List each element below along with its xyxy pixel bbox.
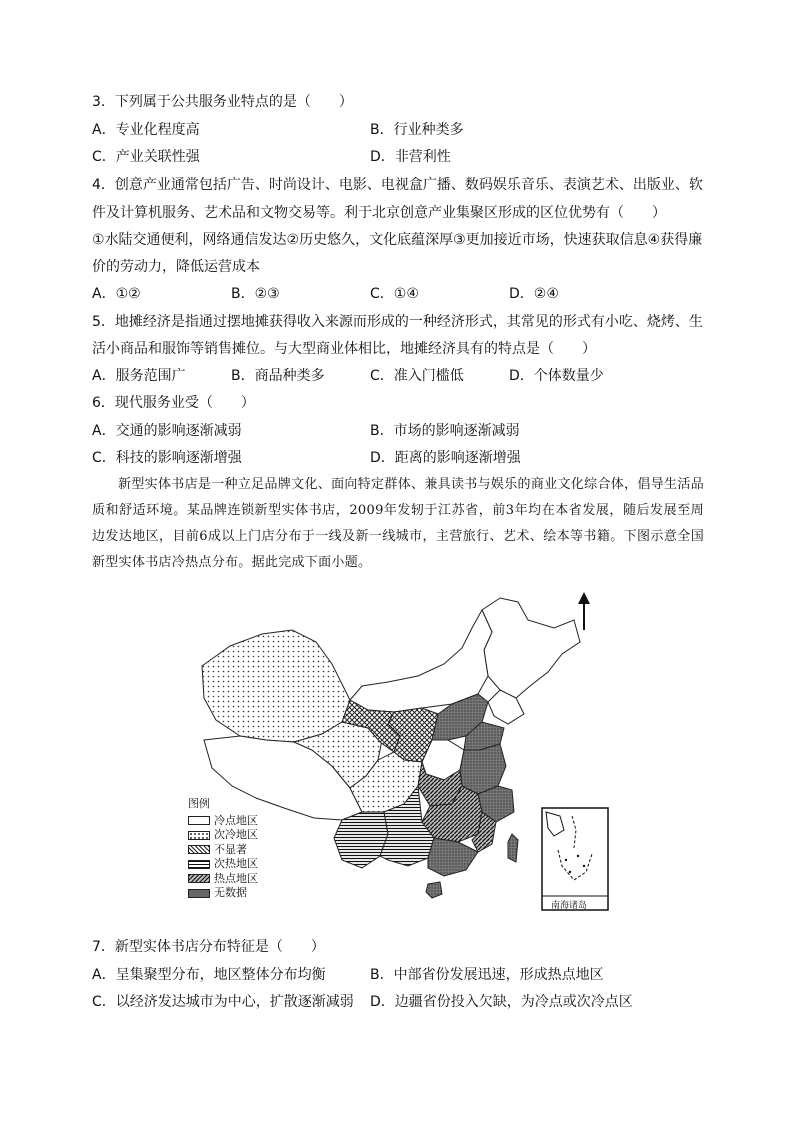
legend-label: 无数据 [214, 886, 247, 899]
q4-option-a: A．①② [92, 286, 141, 302]
q6-option-d: D．距离的影响逐渐增强 [370, 450, 521, 466]
q4-stem-line1: 4．创意产业通常包括广告、时尚设计、电影、电视盒广播、数码娱乐音乐、表演艺术、出版业、软 [92, 177, 703, 193]
legend-swatch [188, 845, 210, 854]
legend-label: 热点地区 [214, 871, 258, 885]
q4-stem-line3: ①水陆交通便利，网络通信发达②历史悠久，文化底蕴深厚③更加接近市场，快速获取信息④获得廉 [92, 232, 703, 248]
legend-item-hot [188, 872, 258, 887]
reading-passage [92, 472, 704, 576]
region-yunnan [334, 812, 388, 868]
legend-title: 图例 [188, 797, 210, 810]
q5-option-a: A．服务范围广 [92, 368, 186, 384]
legend-label: 冷点地区 [214, 813, 258, 827]
q4-option-c: C．①④ [370, 286, 419, 302]
legend-item-cold [188, 814, 258, 829]
q4-option-d: D．②④ [509, 286, 559, 302]
q7-option-a: A．呈集聚型分布，地区整体分布均衡 [92, 967, 326, 983]
inset-label: 南海诸岛 [551, 901, 588, 911]
q3-option-b: B．行业种类多 [370, 122, 464, 138]
q5-stem-line1: 5．地摊经济是指通过摆地摊获得收入来源而形成的一种经济形式，其常见的形式有小吃、烧烤、生 [92, 314, 703, 330]
region-hainan [426, 882, 442, 898]
q7-option-c: C．以经济发达城市为中心，扩散逐渐减弱 [92, 994, 354, 1010]
legend-label: 不显著 [214, 842, 247, 856]
legend-item-no-data [188, 886, 258, 901]
legend-swatch [188, 874, 210, 883]
legend-label: 次热地区 [214, 857, 258, 870]
region-taiwan [508, 834, 518, 862]
q3-option-c: C．产业关联性强 [92, 149, 200, 165]
q6-option-b: B．市场的影响逐渐减弱 [370, 423, 520, 439]
legend-swatch [188, 889, 210, 898]
south-china-sea-inset [542, 808, 608, 910]
q7-option-d: D．边疆省份投入欠缺，为冷点或次冷点区 [370, 994, 633, 1010]
q4-stem-line4: 价的劳动力，降低运营成本 [92, 259, 260, 275]
q6-option-c: C．科技的影响逐渐增强 [92, 450, 242, 466]
q7-stem: 7．新型实体书店分布特征是（ ） [92, 939, 325, 955]
q4-stem-line2: 件及计算机服务、艺术品和文物交易等。利于北京创意产业集聚区形成的区位优势有（ ） [92, 205, 666, 221]
q5-option-c: C．准入门槛低 [370, 368, 464, 384]
legend-item-not-significant [188, 843, 258, 858]
q3-stem: 3．下列属于公共服务业特点的是（ ） [92, 94, 353, 110]
q6-option-a: A．交通的影响逐渐减弱 [92, 423, 242, 439]
legend-swatch [188, 831, 210, 840]
q4-option-b: B．②③ [231, 286, 280, 302]
q5-option-d: D．个体数量少 [509, 368, 604, 384]
legend-item-subhot [188, 857, 258, 872]
region-xinjiang [202, 630, 350, 742]
q5-option-b: B．商品种类多 [231, 368, 325, 384]
legend-item-subcold [188, 828, 258, 843]
passage-text: 新型实体书店是一种立足品牌文化、面向特定群体、兼具读书与娱乐的商业文化综合体，倡导生活品质和舒适环境。某品牌连锁新型实体书店，2009年发轫于江苏省，前3年均在本省发展，随后发展至周边发达地区，目前6成以上门店分布于一线及新一线城市，主营旅行、艺术、绘本等书籍。下图示意全国新型实体书店冷热点分布。据此完成下面小题。 [92, 477, 704, 570]
region-guangdong [428, 838, 478, 876]
legend-swatch [188, 816, 210, 825]
north-arrow-icon [578, 592, 590, 630]
legend-label: 次冷地区 [214, 828, 258, 841]
legend-swatch [188, 860, 210, 869]
region-northeast [482, 598, 580, 698]
q6-stem: 6．现代服务业受（ ） [92, 395, 255, 411]
q5-stem-line2: 活小商品和服饰等销售摊位。与大型商业体相比，地摊经济具有的特点是（ ） [92, 341, 596, 357]
q7-option-b: B．中部省份发展迅速，形成热点地区 [370, 967, 604, 983]
q3-option-a: A．专业化程度高 [92, 122, 200, 138]
map-legend [188, 797, 258, 901]
q3-option-d: D．非营利性 [370, 149, 451, 165]
